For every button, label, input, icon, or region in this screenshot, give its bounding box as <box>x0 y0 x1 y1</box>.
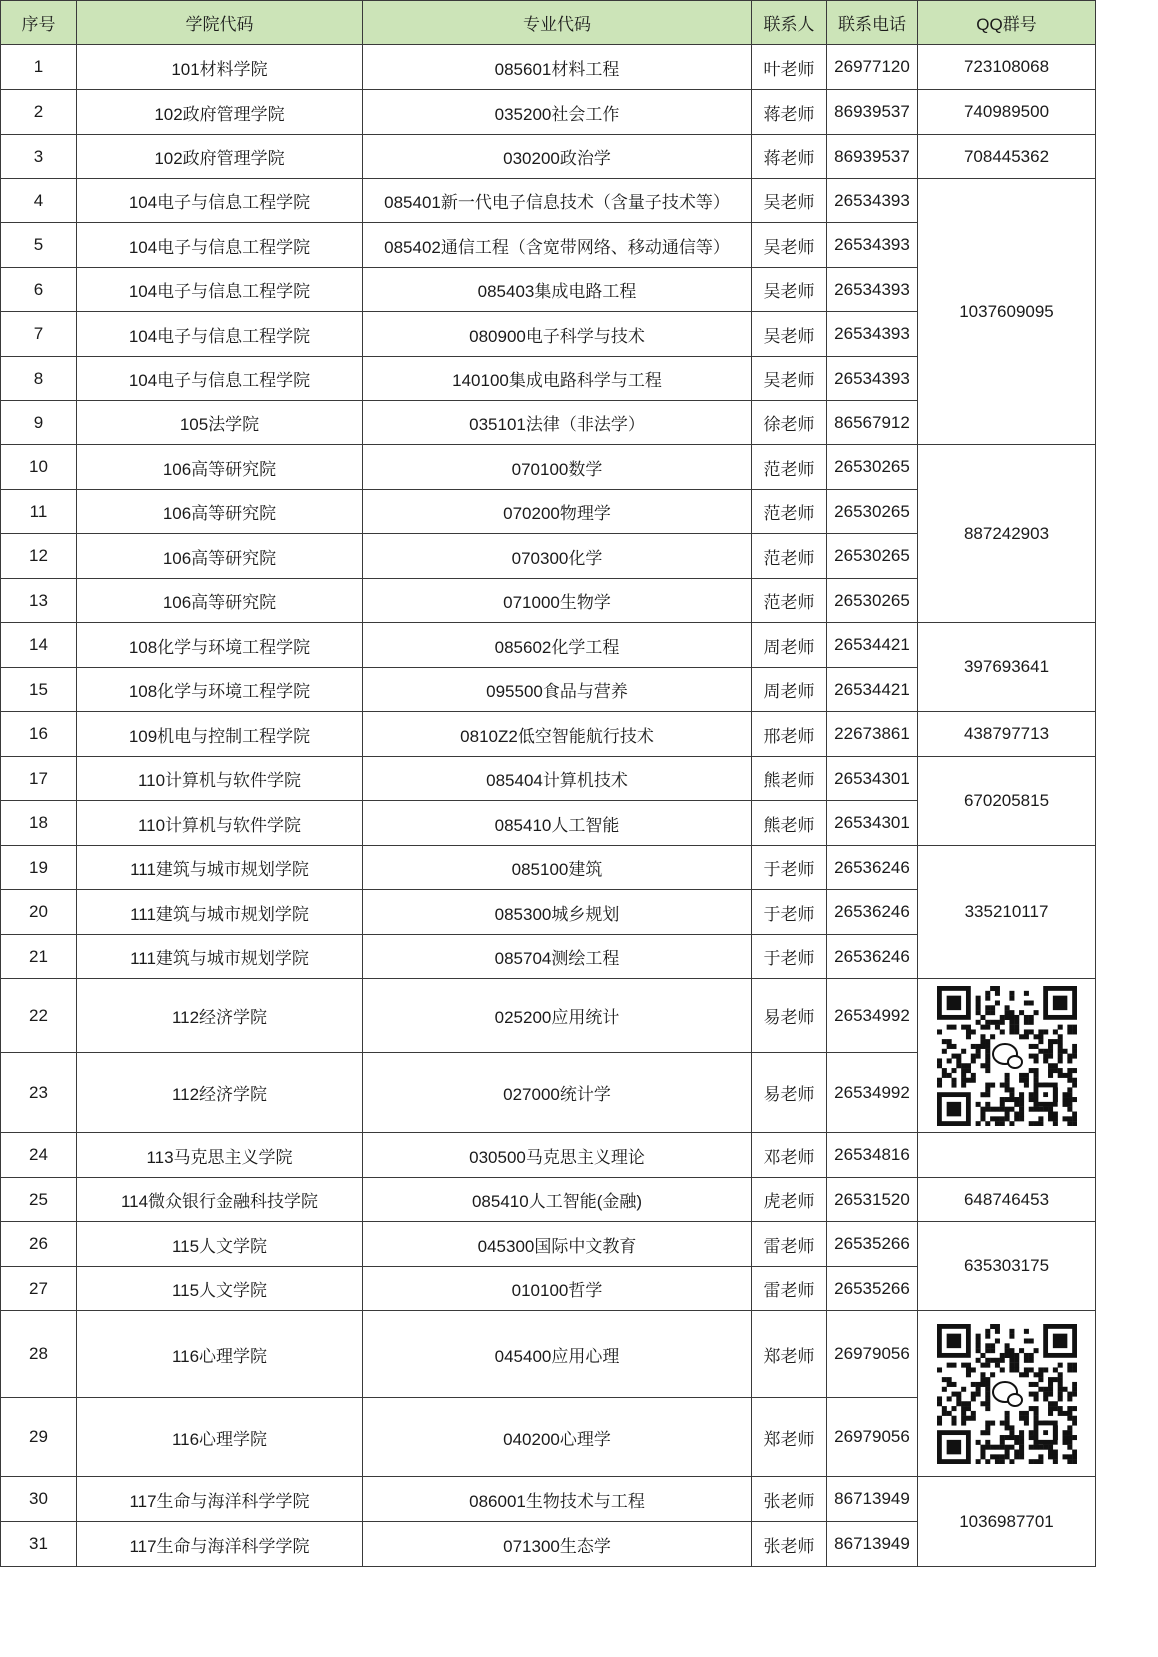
row-index: 28 <box>1 1311 77 1398</box>
row-index: 8 <box>1 357 77 401</box>
major-code-cell: 030200政治学 <box>363 135 752 179</box>
qq-group-cell: 887242903 <box>918 445 1096 623</box>
college-code-cell: 117生命与海洋科学学院 <box>77 1522 363 1567</box>
college-code-cell: 102政府管理学院 <box>77 90 363 135</box>
contact-cell: 郑老师 <box>752 1398 827 1477</box>
phone-cell: 26534421 <box>827 668 918 712</box>
contact-cell: 于老师 <box>752 935 827 979</box>
qq-group-cell: 438797713 <box>918 712 1096 757</box>
contact-cell: 雷老师 <box>752 1267 827 1311</box>
major-code-cell: 070300化学 <box>363 534 752 579</box>
row-index: 17 <box>1 757 77 801</box>
table-row <box>1 1178 1096 1222</box>
row-index: 27 <box>1 1267 77 1311</box>
qq-group-cell <box>918 979 1096 1133</box>
contact-cell: 范老师 <box>752 445 827 490</box>
table-row <box>1 445 1096 490</box>
row-index: 11 <box>1 490 77 534</box>
college-code-cell: 111建筑与城市规划学院 <box>77 846 363 890</box>
table-row <box>1 90 1096 135</box>
college-code-cell: 106高等研究院 <box>77 534 363 579</box>
major-code-cell: 085403集成电路工程 <box>363 268 752 312</box>
row-index: 21 <box>1 935 77 979</box>
college-code-cell: 116心理学院 <box>77 1398 363 1477</box>
row-index: 23 <box>1 1053 77 1133</box>
phone-cell: 26530265 <box>827 579 918 623</box>
college-code-cell: 115人文学院 <box>77 1267 363 1311</box>
college-code-cell: 102政府管理学院 <box>77 135 363 179</box>
contact-cell: 范老师 <box>752 579 827 623</box>
major-code-cell: 085300城乡规划 <box>363 890 752 935</box>
phone-cell: 26534992 <box>827 979 918 1053</box>
contact-cell: 张老师 <box>752 1522 827 1567</box>
major-code-cell: 095500食品与营养 <box>363 668 752 712</box>
contact-cell: 虎老师 <box>752 1178 827 1222</box>
header-college-code: 学院代码 <box>77 1 363 45</box>
row-index: 5 <box>1 223 77 268</box>
qq-group-cell: 740989500 <box>918 90 1096 135</box>
college-code-cell: 116心理学院 <box>77 1311 363 1398</box>
college-code-cell: 104电子与信息工程学院 <box>77 312 363 357</box>
row-index: 18 <box>1 801 77 846</box>
phone-cell: 26531520 <box>827 1178 918 1222</box>
major-code-cell: 085704测绘工程 <box>363 935 752 979</box>
phone-cell: 26534421 <box>827 623 918 668</box>
row-index: 19 <box>1 846 77 890</box>
major-code-cell: 085401新一代电子信息技术（含量子技术等） <box>363 179 752 223</box>
row-index: 31 <box>1 1522 77 1567</box>
contact-cell: 熊老师 <box>752 801 827 846</box>
wechat-qr-code-icon <box>937 1324 1077 1464</box>
phone-cell: 26536246 <box>827 935 918 979</box>
phone-cell: 26530265 <box>827 534 918 579</box>
contact-cell: 邓老师 <box>752 1133 827 1178</box>
major-code-cell: 086001生物技术与工程 <box>363 1477 752 1522</box>
college-code-cell: 112经济学院 <box>77 1053 363 1133</box>
table-row <box>1 1222 1096 1267</box>
phone-cell: 26536246 <box>827 890 918 935</box>
major-code-cell: 085410人工智能(金融) <box>363 1178 752 1222</box>
college-code-cell: 109机电与控制工程学院 <box>77 712 363 757</box>
header-phone: 联系电话 <box>827 1 918 45</box>
phone-cell: 86939537 <box>827 135 918 179</box>
qq-group-cell: 1037609095 <box>918 179 1096 445</box>
major-code-cell: 010100哲学 <box>363 1267 752 1311</box>
qq-group-cell: 648746453 <box>918 1178 1096 1222</box>
header-qq-group: QQ群号 <box>918 1 1096 45</box>
major-code-cell: 085100建筑 <box>363 846 752 890</box>
college-code-cell: 105法学院 <box>77 401 363 445</box>
college-code-cell: 106高等研究院 <box>77 445 363 490</box>
college-code-cell: 108化学与环境工程学院 <box>77 623 363 668</box>
row-index: 26 <box>1 1222 77 1267</box>
college-code-cell: 104电子与信息工程学院 <box>77 357 363 401</box>
phone-cell: 26977120 <box>827 45 918 90</box>
contact-cell: 周老师 <box>752 623 827 668</box>
header-major-code: 专业代码 <box>363 1 752 45</box>
major-code-cell: 025200应用统计 <box>363 979 752 1053</box>
college-code-cell: 104电子与信息工程学院 <box>77 179 363 223</box>
phone-cell: 26979056 <box>827 1398 918 1477</box>
qq-group-cell: 397693641 <box>918 623 1096 712</box>
qq-group-cell: 1036987701 <box>918 1477 1096 1567</box>
table-row <box>1 757 1096 801</box>
major-code-cell: 0810Z2低空智能航行技术 <box>363 712 752 757</box>
row-index: 6 <box>1 268 77 312</box>
row-index: 24 <box>1 1133 77 1178</box>
table-row <box>1 179 1096 223</box>
row-index: 2 <box>1 90 77 135</box>
major-code-cell: 070200物理学 <box>363 490 752 534</box>
contact-cell: 于老师 <box>752 846 827 890</box>
major-code-cell: 085404计算机技术 <box>363 757 752 801</box>
college-code-cell: 110计算机与软件学院 <box>77 757 363 801</box>
phone-cell: 86567912 <box>827 401 918 445</box>
phone-cell: 26534301 <box>827 757 918 801</box>
phone-cell: 26534393 <box>827 223 918 268</box>
qq-group-cell: 708445362 <box>918 135 1096 179</box>
phone-cell: 26534992 <box>827 1053 918 1133</box>
row-index: 29 <box>1 1398 77 1477</box>
contact-cell: 吴老师 <box>752 312 827 357</box>
row-index: 4 <box>1 179 77 223</box>
contact-cell: 蒋老师 <box>752 90 827 135</box>
header-row <box>1 1 1096 45</box>
college-code-cell: 115人文学院 <box>77 1222 363 1267</box>
contact-cell: 熊老师 <box>752 757 827 801</box>
phone-cell: 86939537 <box>827 90 918 135</box>
phone-cell: 26535266 <box>827 1267 918 1311</box>
major-code-cell: 071000生物学 <box>363 579 752 623</box>
row-index: 1 <box>1 45 77 90</box>
table-row <box>1 623 1096 668</box>
table-row <box>1 1311 1096 1398</box>
contact-cell: 徐老师 <box>752 401 827 445</box>
college-code-cell: 114微众银行金融科技学院 <box>77 1178 363 1222</box>
table-row <box>1 1133 1096 1178</box>
major-code-cell: 035200社会工作 <box>363 90 752 135</box>
row-index: 12 <box>1 534 77 579</box>
contact-cell: 蒋老师 <box>752 135 827 179</box>
row-index: 16 <box>1 712 77 757</box>
contact-cell: 张老师 <box>752 1477 827 1522</box>
qq-group-cell <box>918 1311 1096 1477</box>
table-row <box>1 979 1096 1053</box>
major-code-cell: 085402通信工程（含宽带网络、移动通信等） <box>363 223 752 268</box>
major-code-cell: 070100数学 <box>363 445 752 490</box>
table-row <box>1 135 1096 179</box>
major-code-cell: 040200心理学 <box>363 1398 752 1477</box>
major-code-cell: 085601材料工程 <box>363 45 752 90</box>
qq-group-cell <box>918 1133 1096 1178</box>
phone-cell: 26979056 <box>827 1311 918 1398</box>
header-contact: 联系人 <box>752 1 827 45</box>
college-code-cell: 117生命与海洋科学学院 <box>77 1477 363 1522</box>
contact-cell: 邢老师 <box>752 712 827 757</box>
phone-cell: 26530265 <box>827 490 918 534</box>
contact-cell: 吴老师 <box>752 223 827 268</box>
contact-cell: 范老师 <box>752 490 827 534</box>
college-code-cell: 110计算机与软件学院 <box>77 801 363 846</box>
table-row <box>1 45 1096 90</box>
row-index: 22 <box>1 979 77 1053</box>
major-code-cell: 030500马克思主义理论 <box>363 1133 752 1178</box>
major-code-cell: 085410人工智能 <box>363 801 752 846</box>
major-code-cell: 071300生态学 <box>363 1522 752 1567</box>
phone-cell: 26534393 <box>827 268 918 312</box>
row-index: 15 <box>1 668 77 712</box>
major-code-cell: 140100集成电路科学与工程 <box>363 357 752 401</box>
row-index: 30 <box>1 1477 77 1522</box>
row-index: 13 <box>1 579 77 623</box>
row-index: 20 <box>1 890 77 935</box>
phone-cell: 22673861 <box>827 712 918 757</box>
header-index: 序号 <box>1 1 77 45</box>
major-code-cell: 035101法律（非法学） <box>363 401 752 445</box>
phone-cell: 26534301 <box>827 801 918 846</box>
major-code-cell: 085602化学工程 <box>363 623 752 668</box>
college-code-cell: 101材料学院 <box>77 45 363 90</box>
phone-cell: 26536246 <box>827 846 918 890</box>
college-code-cell: 104电子与信息工程学院 <box>77 268 363 312</box>
contact-cell: 范老师 <box>752 534 827 579</box>
qq-group-cell: 335210117 <box>918 846 1096 979</box>
qq-group-cell: 723108068 <box>918 45 1096 90</box>
contact-cell: 于老师 <box>752 890 827 935</box>
phone-cell: 86713949 <box>827 1522 918 1567</box>
table-row <box>1 712 1096 757</box>
phone-cell: 26534393 <box>827 312 918 357</box>
contact-cell: 叶老师 <box>752 45 827 90</box>
phone-cell: 86713949 <box>827 1477 918 1522</box>
row-index: 9 <box>1 401 77 445</box>
row-index: 3 <box>1 135 77 179</box>
major-code-cell: 080900电子科学与技术 <box>363 312 752 357</box>
college-code-cell: 111建筑与城市规划学院 <box>77 935 363 979</box>
contact-cell: 易老师 <box>752 1053 827 1133</box>
row-index: 7 <box>1 312 77 357</box>
contact-cell: 郑老师 <box>752 1311 827 1398</box>
contact-cell: 易老师 <box>752 979 827 1053</box>
major-code-cell: 045400应用心理 <box>363 1311 752 1398</box>
row-index: 14 <box>1 623 77 668</box>
phone-cell: 26535266 <box>827 1222 918 1267</box>
contact-cell: 吴老师 <box>752 179 827 223</box>
contact-cell: 吴老师 <box>752 268 827 312</box>
college-code-cell: 106高等研究院 <box>77 490 363 534</box>
qq-group-cell: 670205815 <box>918 757 1096 846</box>
college-code-cell: 104电子与信息工程学院 <box>77 223 363 268</box>
contact-cell: 吴老师 <box>752 357 827 401</box>
phone-cell: 26530265 <box>827 445 918 490</box>
major-code-cell: 045300国际中文教育 <box>363 1222 752 1267</box>
wechat-qr-code-icon <box>937 986 1077 1126</box>
table-row <box>1 846 1096 890</box>
college-code-cell: 112经济学院 <box>77 979 363 1053</box>
row-index: 10 <box>1 445 77 490</box>
phone-cell: 26534816 <box>827 1133 918 1178</box>
college-code-cell: 113马克思主义学院 <box>77 1133 363 1178</box>
row-index: 25 <box>1 1178 77 1222</box>
table-row <box>1 1477 1096 1522</box>
college-code-cell: 106高等研究院 <box>77 579 363 623</box>
phone-cell: 26534393 <box>827 179 918 223</box>
major-code-cell: 027000统计学 <box>363 1053 752 1133</box>
college-code-cell: 111建筑与城市规划学院 <box>77 890 363 935</box>
contact-cell: 周老师 <box>752 668 827 712</box>
qq-group-cell: 635303175 <box>918 1222 1096 1311</box>
contact-cell: 雷老师 <box>752 1222 827 1267</box>
phone-cell: 26534393 <box>827 357 918 401</box>
college-code-cell: 108化学与环境工程学院 <box>77 668 363 712</box>
